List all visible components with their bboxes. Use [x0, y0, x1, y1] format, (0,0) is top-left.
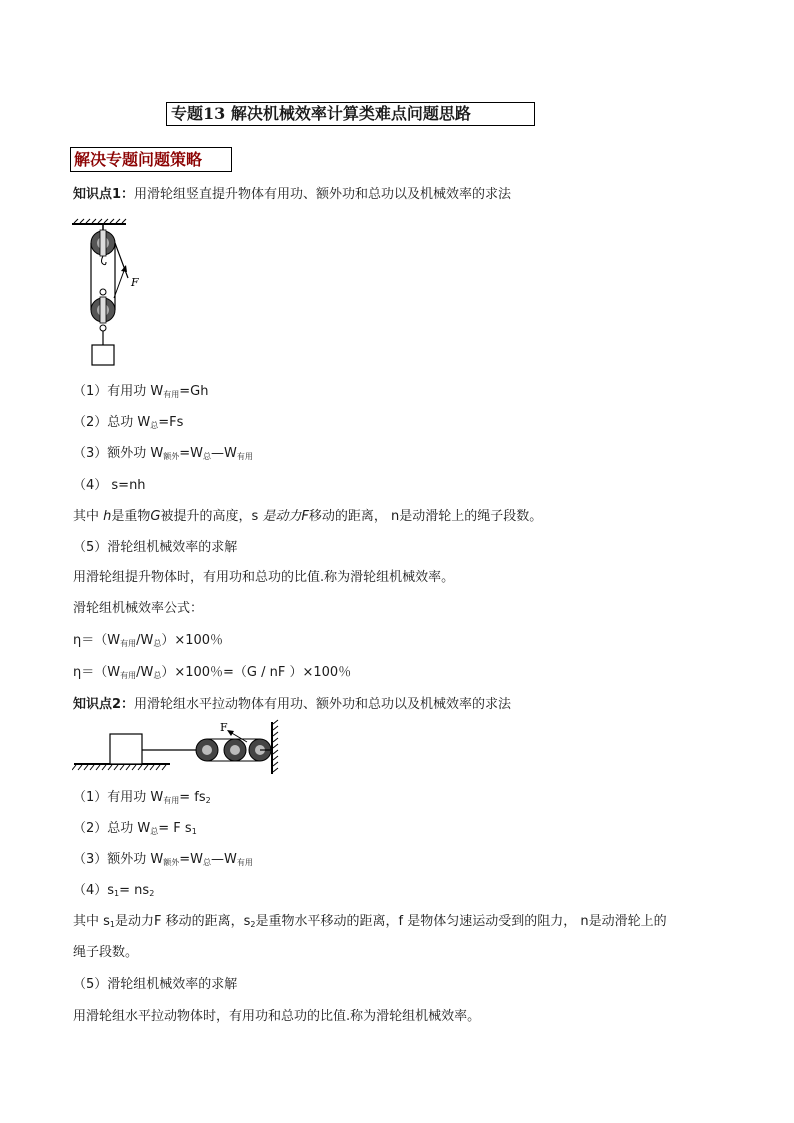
- kp2-item-2: （2）总功 $W_总= F$ $s_1$: [73, 821, 197, 836]
- kp2-text: 用滑轮组水平拉动物体有用功、额外功和总功以及机械效率的求法: [134, 697, 512, 712]
- ground-hatch: [72, 765, 166, 770]
- section-heading: 解决专题问题策略: [70, 147, 232, 172]
- kp2-label: 知识点2：: [73, 697, 135, 712]
- kp2-explain-line-1: 其中 $s_1$是动力F 移动的距离，$s_2$是重物水平移动的距离，f 是物体匀速运动受到的阻力， n是动滑轮上的: [73, 914, 667, 929]
- wall-hatch: [273, 720, 278, 772]
- kp1-item-2: （2）总功 $W_总=Fs$: [73, 415, 184, 430]
- kp1-item-1: （1）有用功 $W_{有用}=Gh$: [73, 384, 209, 399]
- kp1-label: 知识点1：: [73, 187, 135, 202]
- force-label-2: F: [220, 721, 228, 734]
- kp1-item-3: （3）额外功 $W_{额外}=W_总—W_{有用}$: [73, 446, 253, 461]
- block: [110, 734, 142, 764]
- kp2-item-3: （3）额外功 $W_{额外}=W_总—W_{有用}$: [73, 852, 253, 867]
- kp2-explain-line-2: 绳子段数。: [73, 945, 139, 960]
- kp2-item-4: $(4)s_1= ns_2$: [73, 883, 155, 898]
- kp1-formula-2: $\eta=(W_{有用}/W_总)\times 100$％=（G / nF ）×100％: [73, 665, 352, 680]
- kp2-para: 用滑轮组水平拉动物体时，有用功和总功的比值.称为滑轮组机械效率。: [73, 1009, 481, 1024]
- kp1-formula-label: 滑轮组机械效率公式：: [73, 601, 204, 616]
- kp2-item-5: （5）滑轮组机械效率的求解: [73, 977, 238, 992]
- kp2-heading: [73, 696, 511, 714]
- vertical-pulley-figure: [70, 218, 160, 368]
- kp1-formula-1: $\eta=(W_{有用}/W_总)\times 100$％: [73, 633, 224, 648]
- kp1-heading: [73, 186, 511, 204]
- page-title: 专题13 解决机械效率计算类难点问题思路: [166, 102, 535, 126]
- kp2-item-1: （1）有用功 $W_{有用}= fs_2$: [73, 790, 211, 805]
- load-block: [92, 345, 114, 365]
- kp1-item-4: （4） s=nh: [73, 478, 146, 493]
- force-label-1: F: [131, 276, 139, 289]
- kp1-explain: 其中 h是重物G被提升的高度，s 是动力F移动的距离， n是动滑轮上的绳子段数。: [73, 509, 543, 524]
- kp1-text: 用滑轮组竖直提升物体有用功、额外功和总功以及机械效率的求法: [134, 187, 512, 202]
- ceiling-hatch: [74, 219, 126, 223]
- kp1-para: 用滑轮组提升物体时，有用功和总功的比值.称为滑轮组机械效率。: [73, 570, 455, 585]
- force-arrow: [114, 268, 125, 298]
- horizontal-pulley-figure: [72, 718, 284, 776]
- kp1-item-5: （5）滑轮组机械效率的求解: [73, 540, 238, 555]
